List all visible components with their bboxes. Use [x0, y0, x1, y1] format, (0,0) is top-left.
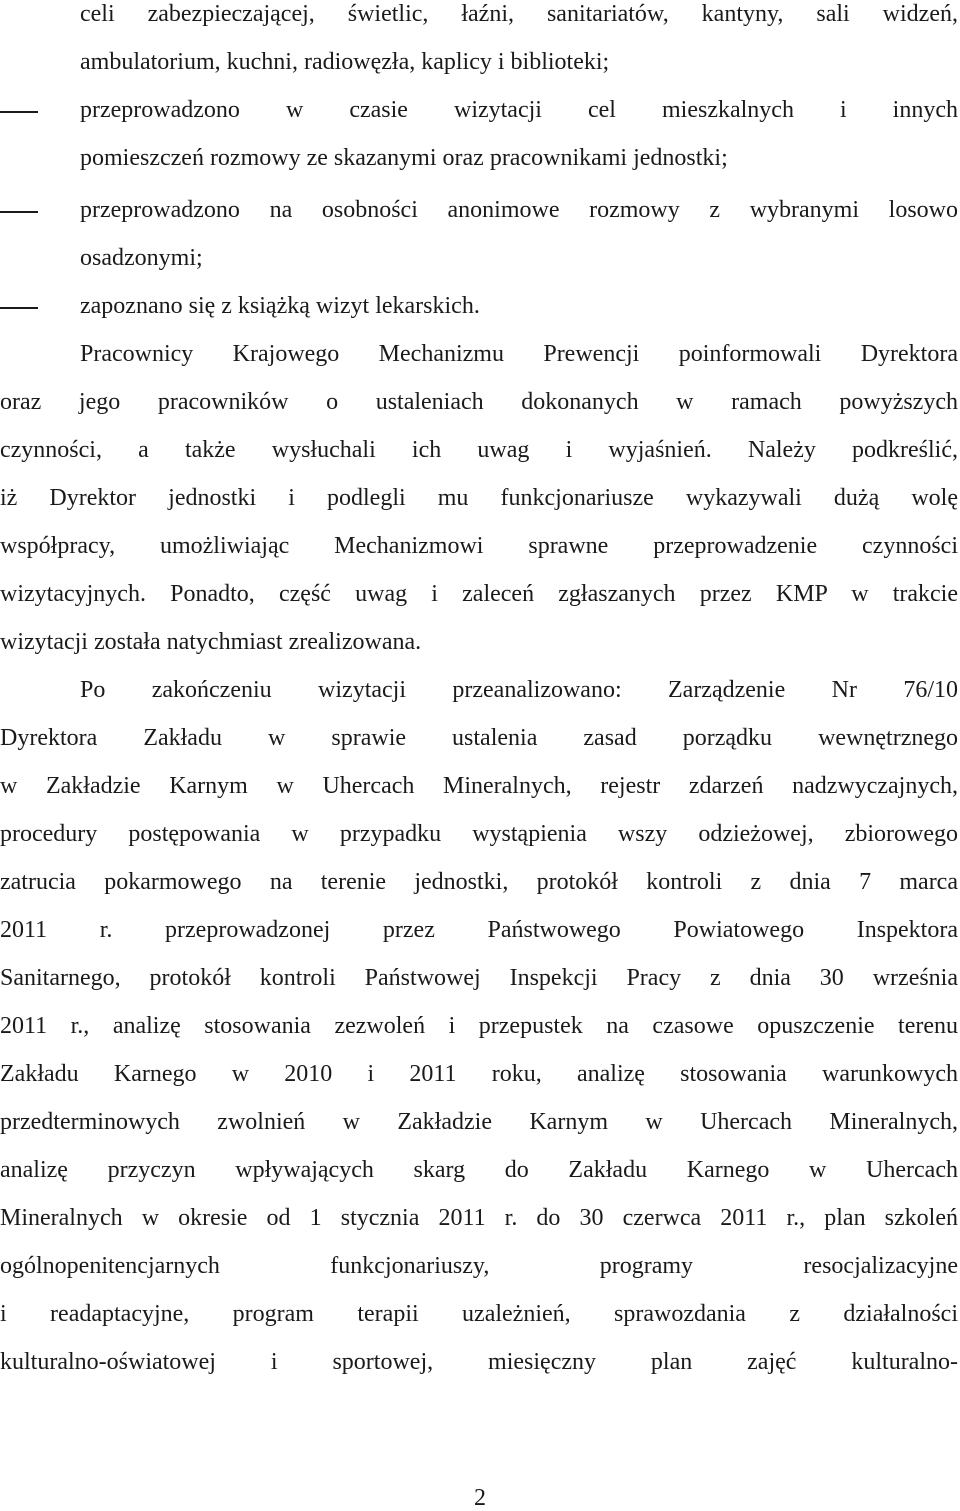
list-item-continuation: pomieszczeń rozmowy ze skazanymi oraz pracownikami jednostki;: [80, 145, 728, 171]
paragraph-line: Zakładu Karnego w 2010 i 2011 roku, analizę stosowania warunkowych: [0, 1061, 958, 1087]
paragraph-line: Mineralnych w okresie od 1 stycznia 2011 r. do 30 czerwca 2011 r., plan szkoleń: [0, 1205, 958, 1231]
paragraph-line: czynności, a także wysłuchali ich uwag i wyjaśnień. Należy podkreślić,: [0, 437, 958, 463]
paragraph-line: procedury postępowania w przypadku wystąpienia wszy odzieżowej, zbiorowego: [0, 821, 958, 847]
paragraph-line: ogólnopenitencjarnych funkcjonariuszy, programy resocjalizacyjne: [0, 1253, 958, 1279]
list-item: przeprowadzono w czasie wizytacji cel mieszkalnych i innych: [80, 97, 958, 123]
paragraph-line: Sanitarnego, protokół kontroli Państwowej Inspekcji Pracy z dnia 30 września: [0, 965, 958, 991]
paragraph-line: zatrucia pokarmowego na terenie jednostki, protokół kontroli z dnia 7 marca: [0, 869, 958, 895]
list-item-continuation: ambulatorium, kuchni, radiowęzła, kaplicy i biblioteki;: [80, 49, 610, 75]
paragraph-line: iż Dyrektor jednostki i podlegli mu funkcjonariusze wykazywali dużą wolę: [0, 485, 958, 511]
paragraph-line: analizę przyczyn wpływających skarg do Zakładu Karnego w Uhercach: [0, 1157, 958, 1183]
paragraph-line: Po zakończeniu wizytacji przeanalizowano: Zarządzenie Nr 76/10: [80, 677, 958, 703]
page-number: 2: [474, 1485, 486, 1511]
list-item: zapoznano się z książką wizyt lekarskich.: [80, 293, 480, 319]
dash-bullet-icon: [0, 296, 52, 320]
paragraph-line: Pracownicy Krajowego Mechanizmu Prewencji poinformowali Dyrektora: [80, 341, 958, 367]
list-item: przeprowadzono na osobności anonimowe rozmowy z wybranymi losowo: [80, 197, 958, 223]
list-item-continuation: osadzonymi;: [80, 245, 203, 271]
paragraph-line: Dyrektora Zakładu w sprawie ustalenia zasad porządku wewnętrznego: [0, 725, 958, 751]
paragraph-line: 2011 r. przeprowadzonej przez Państwowego Powiatowego Inspektora: [0, 917, 958, 943]
paragraph-line: oraz jego pracowników o ustaleniach dokonanych w ramach powyższych: [0, 389, 958, 415]
paragraph-line: wizytacji została natychmiast zrealizowana.: [0, 629, 422, 655]
paragraph-line: współpracy, umożliwiając Mechanizmowi sprawne przeprowadzenie czynności: [0, 533, 958, 559]
paragraph-line: wizytacyjnych. Ponadto, część uwag i zaleceń zgłaszanych przez KMP w trakcie: [0, 581, 958, 607]
dash-bullet-icon: [0, 100, 52, 124]
paragraph-line: 2011 r., analizę stosowania zezwoleń i przepustek na czasowe opuszczenie terenu: [0, 1013, 958, 1039]
paragraph-line: w Zakładzie Karnym w Uhercach Mineralnych, rejestr zdarzeń nadzwyczajnych,: [0, 773, 958, 799]
dash-bullet-icon: [0, 200, 52, 224]
list-item-continuation: celi zabezpieczającej, świetlic, łaźni, sanitariatów, kantyny, sali widzeń,: [80, 1, 958, 27]
paragraph-line: przedterminowych zwolnień w Zakładzie Karnym w Uhercach Mineralnych,: [0, 1109, 958, 1135]
paragraph-line: kulturalno-oświatowej i sportowej, miesięczny plan zajęć kulturalno-: [0, 1349, 958, 1375]
paragraph-line: i readaptacyjne, program terapii uzależnień, sprawozdania z działalności: [0, 1301, 958, 1327]
